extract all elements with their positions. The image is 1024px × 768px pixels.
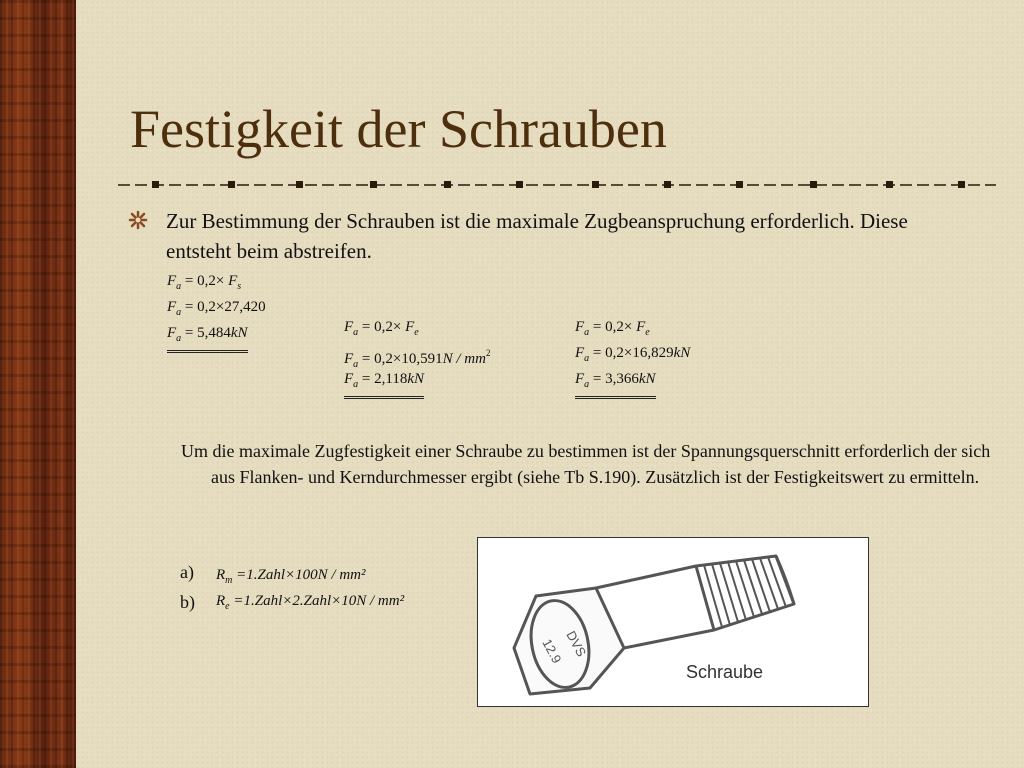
image-caption: Schraube <box>686 662 764 682</box>
formula-result: $F_a = 2,118kN$ <box>344 366 490 392</box>
formula-result: $F_a = 3,366kN$ <box>575 366 690 392</box>
formula-line: $F_a = 0,2\times F_s$ <box>167 273 242 292</box>
formula-block-left <box>167 268 266 346</box>
item-label-b: b) <box>180 592 195 612</box>
formula-b: $R_e$ =1.Zahl×2.Zahl×10N / mm² <box>216 593 405 612</box>
bullet-star-icon <box>128 210 148 230</box>
formula-line: $F_a = 0,2\times 10,591N / mm^2$ <box>344 348 491 370</box>
formula-line: $F_a = 0,2\times F_e$ <box>575 319 650 338</box>
strength-paragraph: Um die maximale Zugfestigkeit einer Schraube zu bestimmen ist der Spannungsquerschnitt erforderlich der sich aus Flanken- und Kerndurchmesser ergibt (siehe Tb S.190). Zusätzlich ist der Festigkeitswert zu ermitteln. <box>181 441 991 487</box>
formula-line: $F_a = 0,2\times 27,420$ <box>167 299 266 318</box>
formula-a: $R_m$ =1.Zahl×100N / mm² <box>216 567 366 586</box>
slide-title: Festigkeit der Schrauben <box>130 99 667 159</box>
formula-block-right <box>575 314 690 392</box>
formula-line: $F_a = 0,2\times F_e$ <box>344 319 419 338</box>
head-marking-grade: 12.9 <box>539 636 565 666</box>
wood-side-bar <box>0 0 76 768</box>
formula-line: $F_a = 0,2\times 16,829kN$ <box>575 345 691 364</box>
screw-image <box>477 537 869 707</box>
screw-drawing <box>478 538 868 706</box>
item-label-a: a) <box>180 562 194 582</box>
formula-block-middle <box>344 314 490 392</box>
title-divider <box>118 178 996 192</box>
formula-result: $F_a = 5,484kN$ <box>167 320 266 346</box>
head-marking-dvs: DVS <box>563 628 590 660</box>
intro-text: Zur Bestimmung der Schrauben ist die maximale Zugbeanspruchung erforderlich. Diese entsteht beim abstreifen. <box>166 209 908 263</box>
